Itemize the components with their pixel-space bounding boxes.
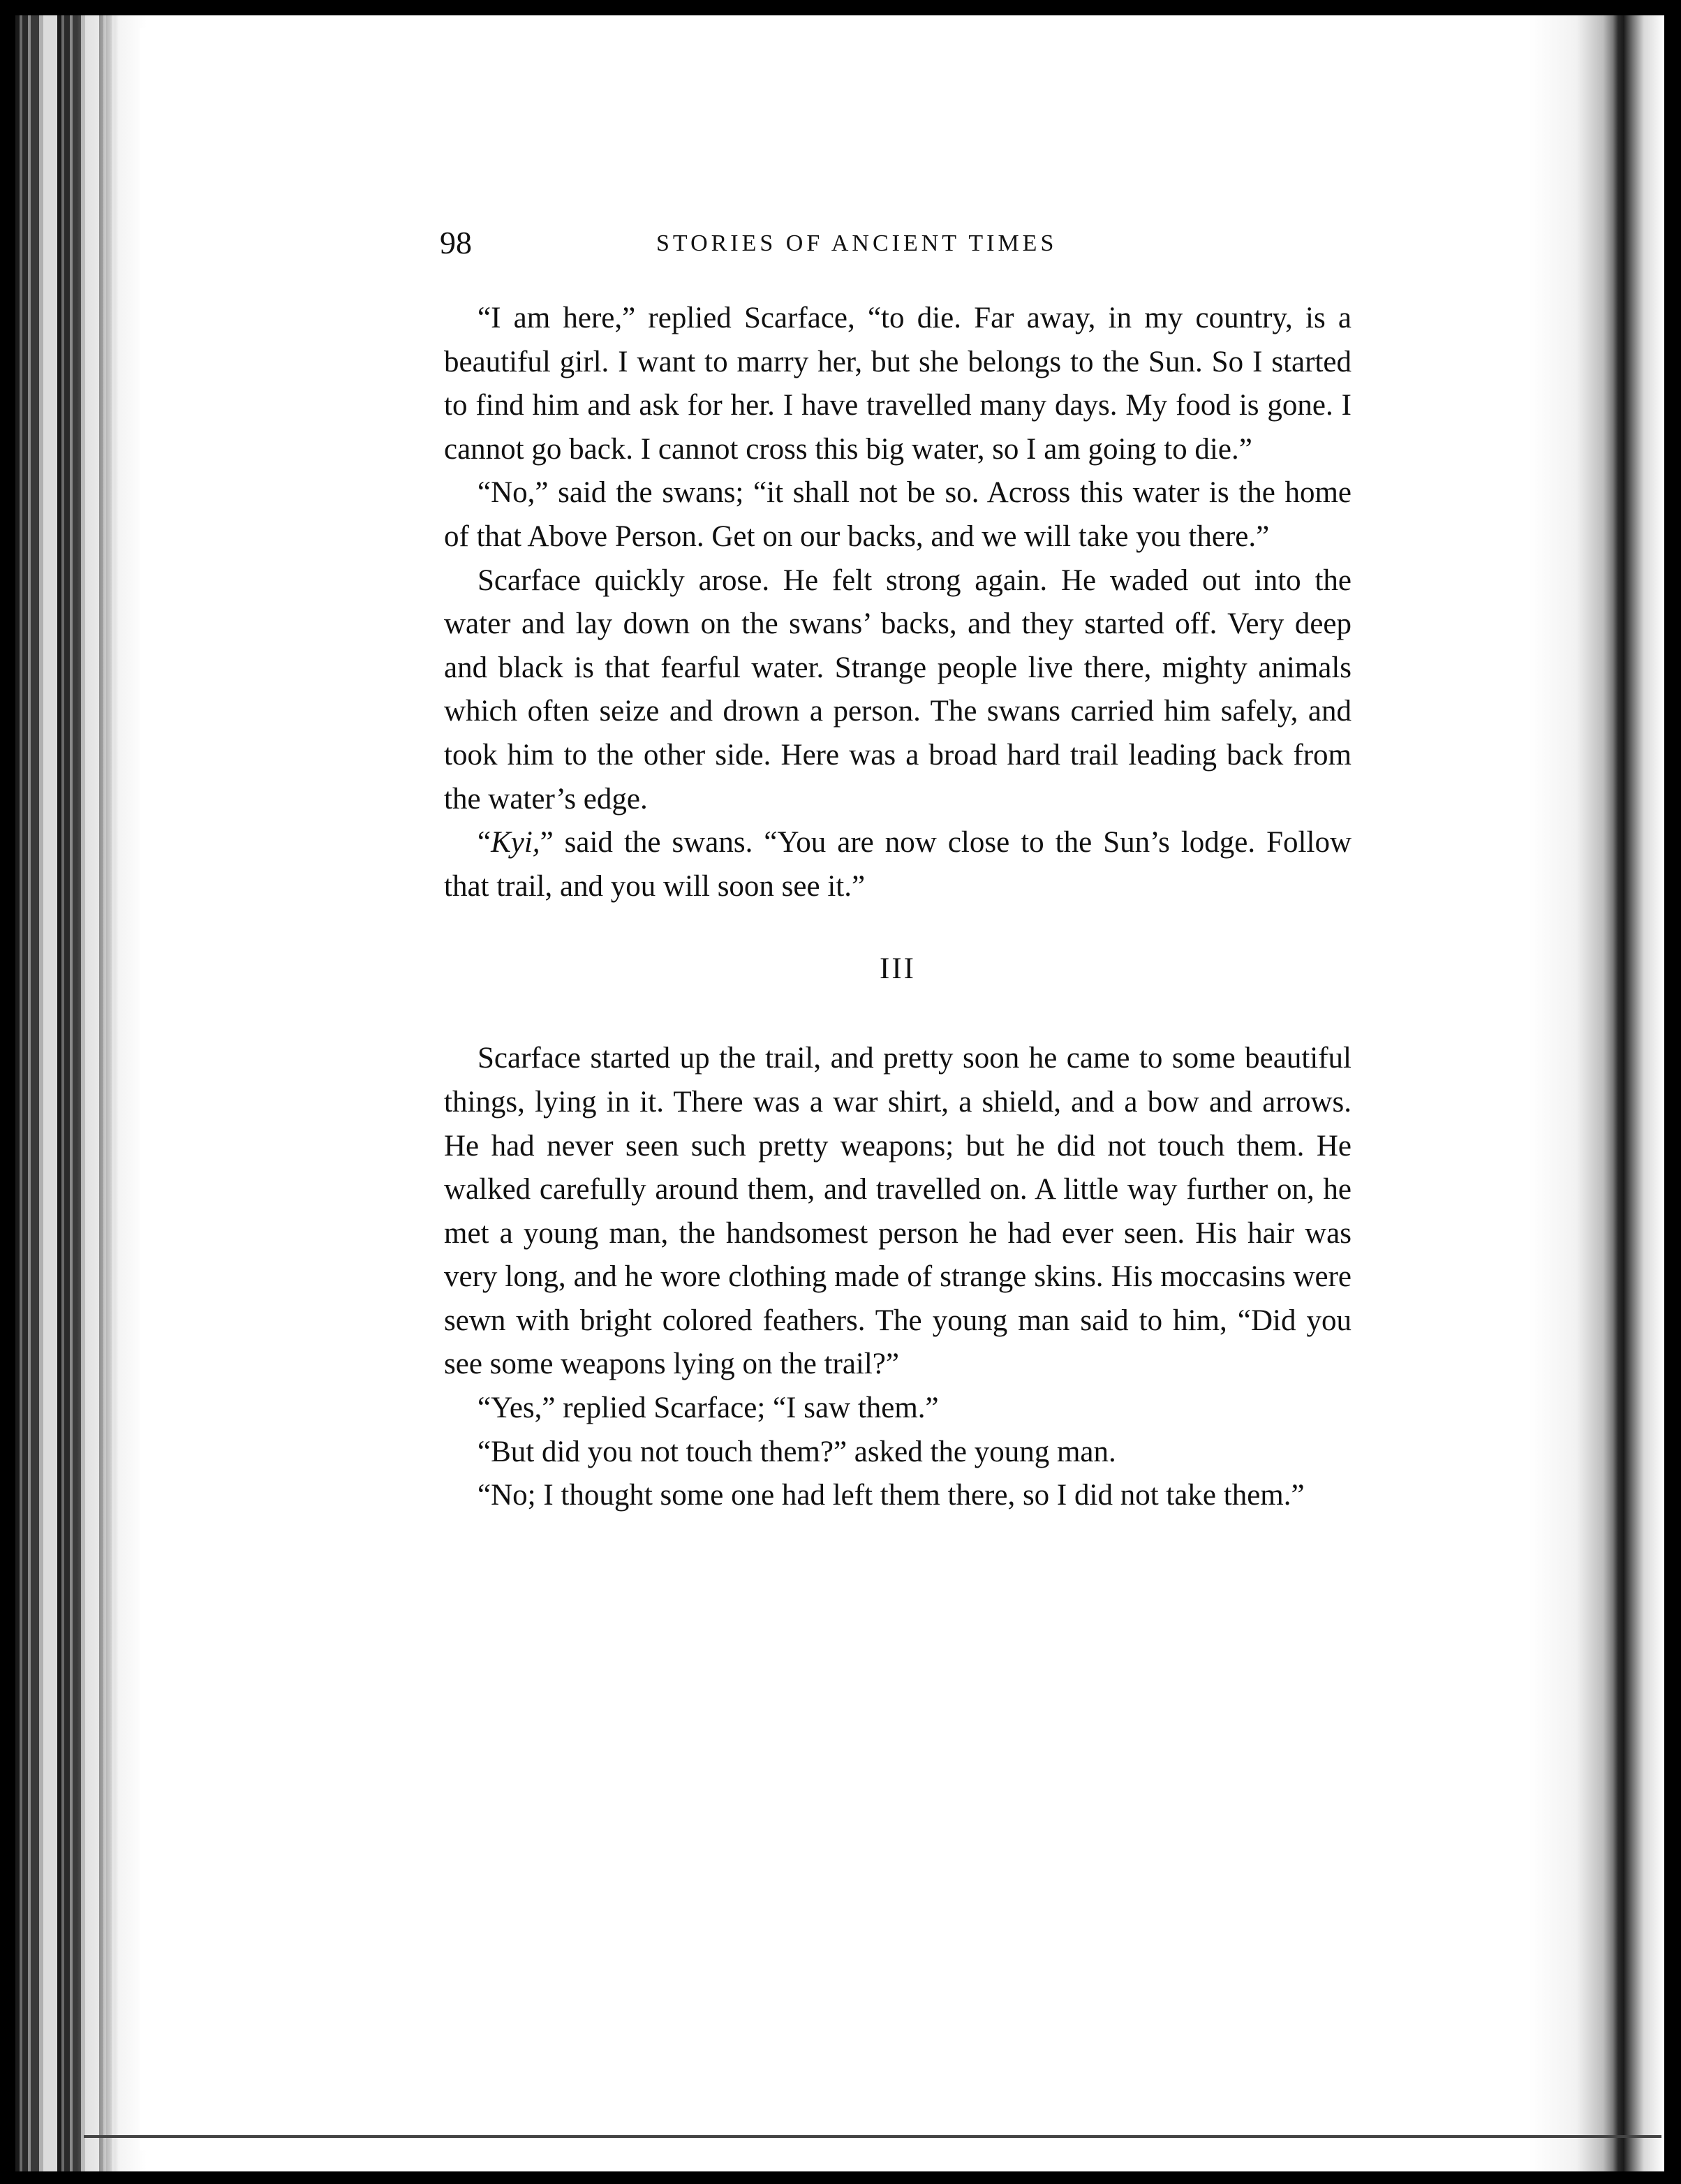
paragraph-4-rest: ” said the swans. “You are now close to the Sun’s lodge. Follow that trail, and you will soon see it.” (444, 826, 1352, 903)
body-text (444, 297, 1352, 1518)
paragraph-4-italic-word: Kyi, (491, 826, 540, 859)
scan-border-top (0, 0, 1681, 15)
paragraph-7: “But did you not touch them?” asked the young man. (477, 1435, 1116, 1468)
paragraph-1: “I am here,” replied Scarface, “to die. Far away, in my country, is a beautiful girl. I want to marry her, but she belongs to the Sun. So I started to find him and ask for her. I have travelled many days. My food is gone. I cannot go back. I cannot cross this big water, so I am going to die.” (444, 302, 1352, 466)
paragraph-4 (444, 821, 1352, 908)
running-head (440, 222, 1354, 264)
page-bottom-edge (84, 2135, 1661, 2138)
book-gutter-shadow (1529, 15, 1664, 2171)
paragraph-8: “No; I thought some one had left them there, so I did not take them.” (477, 1479, 1305, 1512)
page-edge-shading (77, 15, 147, 2171)
running-head-title: STORIES OF ANCIENT TIMES (656, 230, 1058, 256)
paragraph-6: “Yes,” replied Scarface; “I saw them.” (477, 1392, 939, 1425)
paragraph-3: Scarface quickly arose. He felt strong again. He waded out into the water and lay down on the swans’ backs, and they started off. Very deep and black is that fearful water. Strange people live there, mighty animals which often seize and drown a person. The swans carried him safely, and took him to the other side. Here was a broad hard trail leading back from the water’s edge. (444, 563, 1352, 816)
paragraph-5: Scarface started up the trail, and pretty soon he came to some beautiful things, lying in it. There was a war shirt, a shield, and a bow and arrows. He had never seen such pretty weapons; but he did not touch them. He walked carefully around them, and travelled on. A little way further on, he met a young man, the handsomest person he had ever seen. His hair was very long, and he wore clothing made of strange skins. His moccasins were sewn with bright colored feathers. The young man said to him, “Did you see some weapons lying on the trail?” (444, 1042, 1352, 1381)
paragraph-4-open-quote: “ (477, 826, 491, 859)
scan-border-bottom (0, 2171, 1681, 2184)
page-number: 98 (440, 225, 472, 260)
section-heading: III (880, 952, 916, 986)
scan-border-right (1664, 0, 1681, 2184)
paragraph-2: “No,” said the swans; “it shall not be so. Across this water is the home of that Above Person. Get on our backs, and we will take you there.” (444, 476, 1352, 553)
scan-border-left (0, 0, 15, 2184)
